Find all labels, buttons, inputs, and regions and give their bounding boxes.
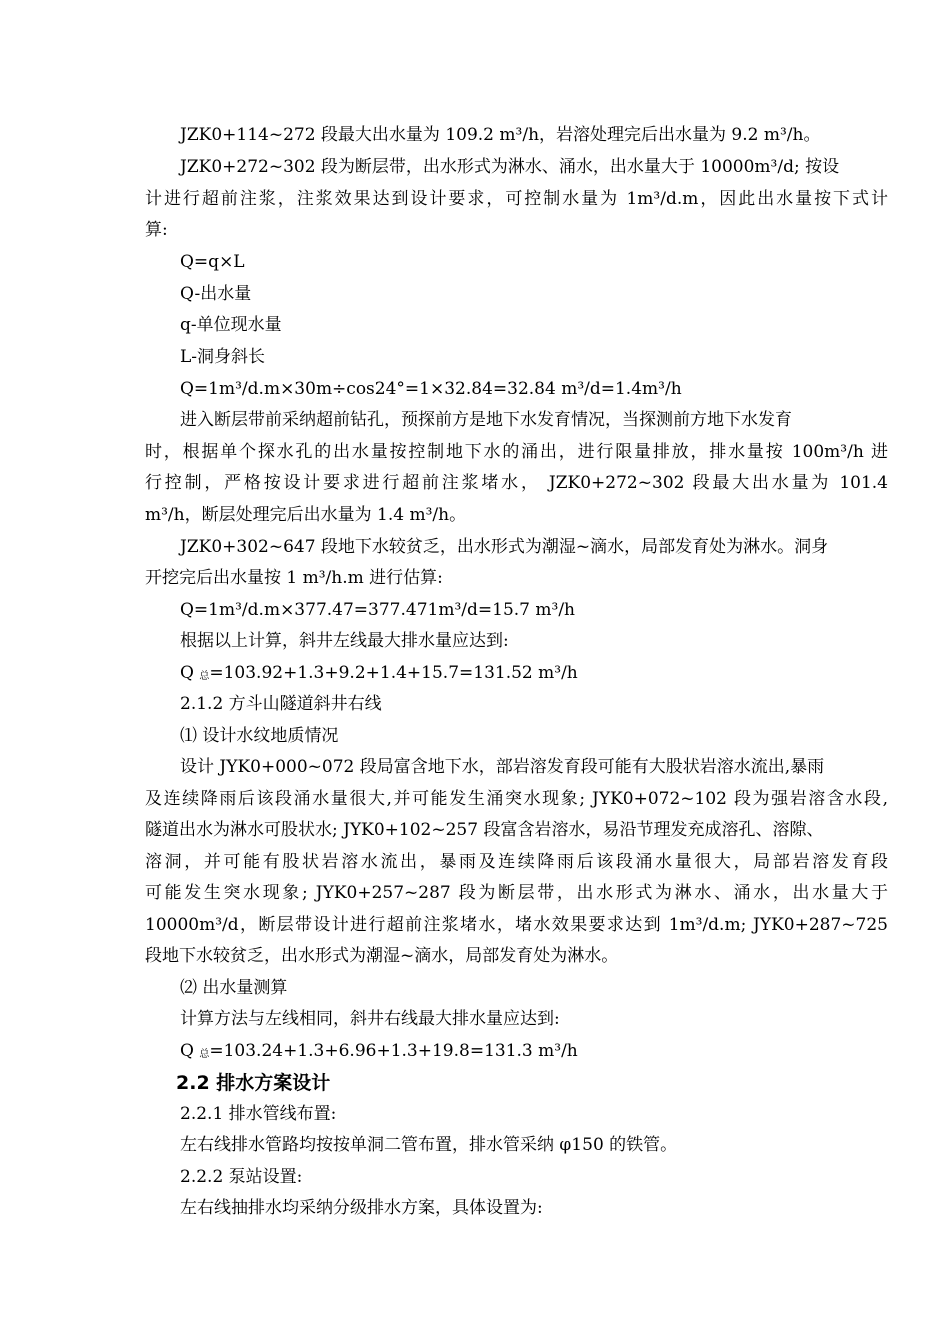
formula-line: Q=1m³/d.m×30m÷cos24°=1×32.84=32.84 m³/d=1.4m³/h [180,379,682,399]
paragraph-line: 10000m³/d，断层带设计进行超前注浆堵水，堵水效果要求达到 1m³/d.m; JYK0+287~725 [145,915,888,935]
paragraph-line: 计算方法与左线相同，斜井右线最大排水量应达到: [180,1009,560,1029]
paragraph-line: m³/h，断层处理完后出水量为 1.4 m³/h。 [145,505,467,525]
paragraph-line: 隧道出水为淋水可股状水; JYK0+102~257 段富含岩溶水，易沿节理发充成溶孔、溶隙、 [145,820,824,840]
formula-line: Q=1m³/d.m×377.47=377.471m³/d=15.7 m³/h [180,600,575,620]
definition-line: Q-出水量 [180,284,252,304]
paragraph-line: 设计 JYK0+000~072 段局富含地下水，部岩溶发育段可能有大股状岩溶水流出,暴雨 [180,757,825,777]
paragraph-line: 开挖完后出水量按 1 m³/h.m 进行估算: [145,568,443,588]
subsection-title: ⑴ 设计水纹地质情况 [180,726,339,746]
paragraph-line: 计进行超前注浆，注浆效果达到设计要求，可控制水量为 1m³/d.m，因此出水量按下式计 [145,189,888,209]
subscript: 总 [199,1049,210,1060]
paragraph-line: 时，根据单个探水孔的出水量按控制地下水的涌出，进行限量排放，排水量按 100m³/h 进 [145,442,888,462]
subsection-title: ⑵ 出水量测算 [180,978,288,998]
subscript: 总 [199,671,210,682]
formula-line: Q=q×L [180,252,245,272]
subsection-title: 2.2.2 泵站设置: [180,1167,303,1187]
formula-total-left: Q 总=103.92+1.3+9.2+1.4+15.7=131.52 m³/h [180,663,578,683]
definition-line: L-洞身斜长 [180,347,266,367]
paragraph-line: 左右线抽排水均采纳分级排水方案，具体设置为: [180,1198,543,1218]
paragraph-line: 左右线排水管路均按按单洞二管布置，排水管采纳 φ150 的铁管。 [180,1135,678,1155]
section-heading: 2.2 排水方案设计 [176,1072,331,1094]
paragraph-line: 溶洞，并可能有股状岩溶水流出，暴雨及连续降雨后该段涌水量很大，局部岩溶发育段 [145,852,888,872]
paragraph-line: 段地下水较贫乏，出水形式为潮湿~滴水，局部发育处为淋水。 [145,946,619,966]
paragraph-line: 算: [145,220,168,240]
formula-total-right: Q 总=103.24+1.3+6.96+1.3+19.8=131.3 m³/h [180,1041,578,1061]
paragraph-line: JZK0+272~302 段为断层带，出水形式为淋水、涌水，出水量大于 10000m³/d; 按设 [180,157,840,177]
paragraph-line: 进入断层带前采纳超前钻孔，预探前方是地下水发育情况，当探测前方地下水发育 [180,410,792,430]
paragraph-line: 及连续降雨后该段涌水量很大,并可能发生涌突水现象; JYK0+072~102 段为强岩溶含水段, [145,789,888,809]
paragraph-line: 行控制，严格按设计要求进行超前注浆堵水， JZK0+272~302 段最大出水量为 101.4 [145,473,888,493]
subsection-title: 2.2.1 排水管线布置: [180,1104,337,1124]
paragraph-line: 根据以上计算，斜井左线最大排水量应达到: [180,631,509,651]
section-title: 2.1.2 方斗山隧道斜井右线 [180,694,382,714]
paragraph-line: JZK0+302~647 段地下水较贫乏，出水形式为潮湿~滴水，局部发育处为淋水。洞身 [180,537,829,557]
paragraph-line: 可能发生突水现象; JYK0+257~287 段为断层带，出水形式为淋水、涌水，出水量大于 [145,883,888,903]
definition-line: q-单位现水量 [180,315,282,335]
paragraph-line: JZK0+114~272 段最大出水量为 109.2 m³/h，岩溶处理完后出水量为 9.2 m³/h。 [180,125,821,145]
